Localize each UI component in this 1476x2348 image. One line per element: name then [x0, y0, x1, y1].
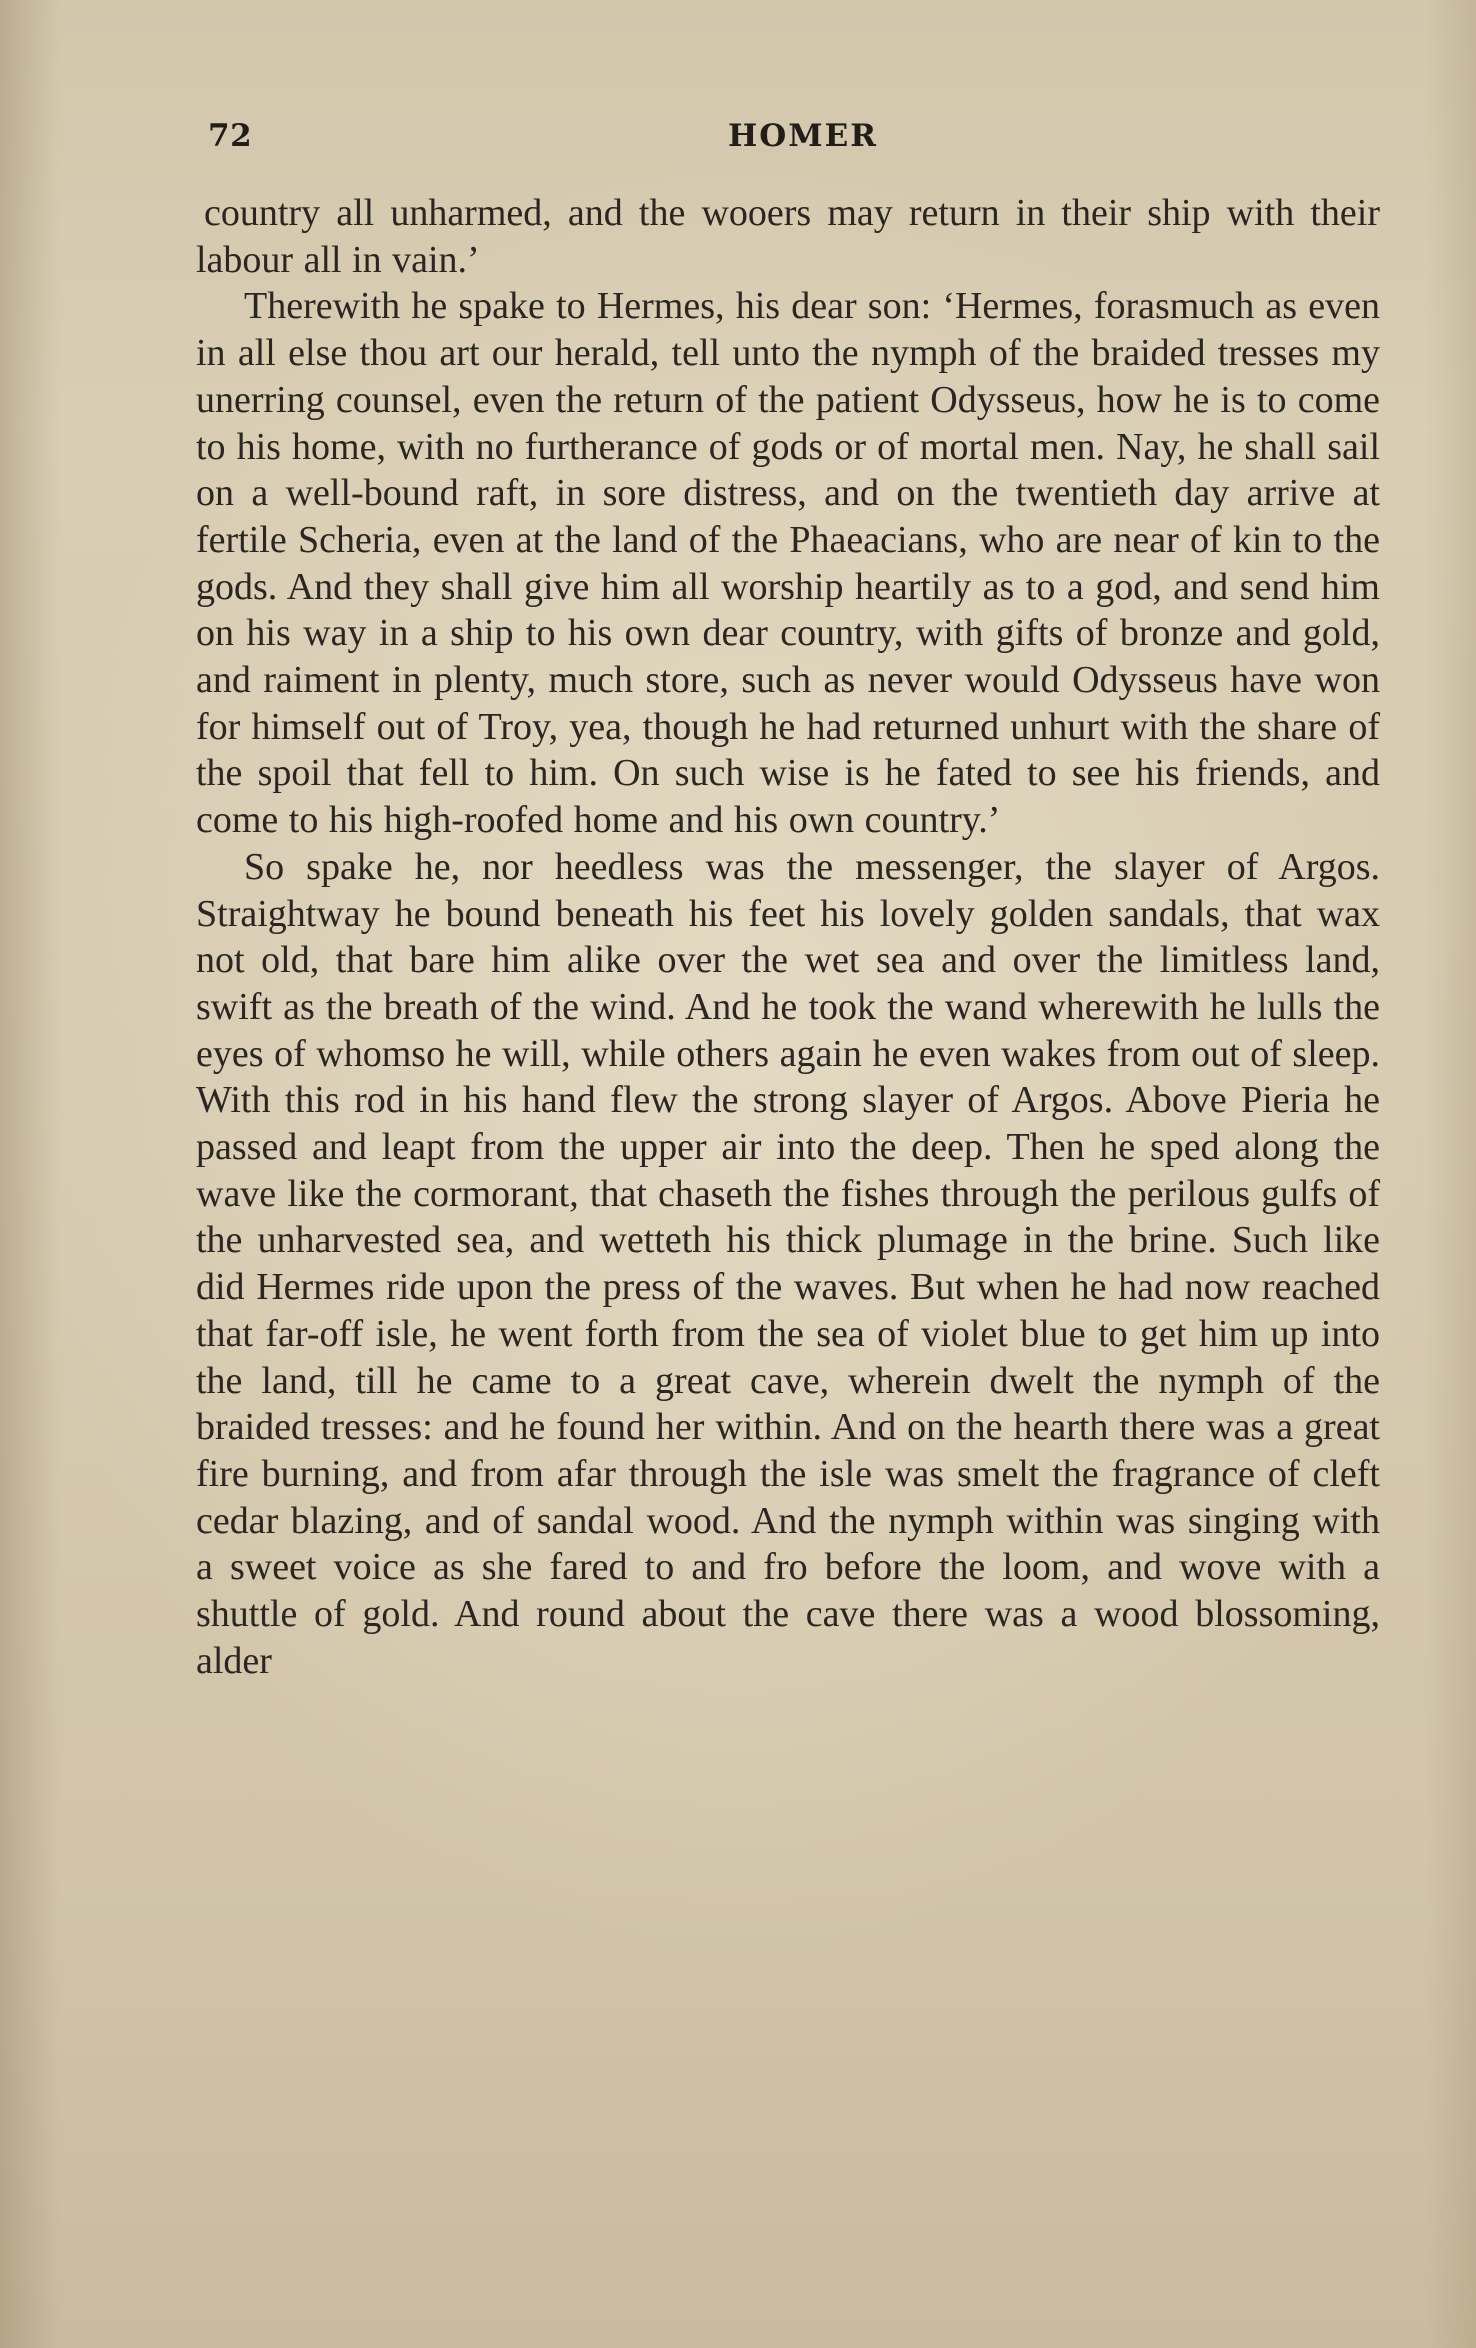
paragraph: Therewith he spake to Hermes, his dear son: ‘Hermes, forasmuch as even in all else thou art our herald, tell unto the nymph of the braided tresses my unerring counsel, even the return of the patient Odysseus, how he is to come to his home, with no furtherance of gods or of mortal men. Nay, he shall sail on a well-bound raft, in sore distress, and on the twentieth day arrive at fertile Scheria, even at the land of the Phaeacians, who are near of kin to the gods. And they shall give him all worship heartily as to a god, and send him on his way in a ship to his own dear country, with gifts of bronze and gold, and raiment in plenty, much store, such as never would Odysseus have won for himself out of Troy, yea, though he had returned unhurt with the share of the spoil that fell to him. On such wise is he fated to see his friends, and come to his high-roofed home and his own country.’: [196, 285, 1380, 842]
paragraph: So spake he, nor heedless was the messenger, the slayer of Argos. Straightway he bound beneath his feet his lovely golden sandals, that wax not old, that bare him alike over the wet sea and over the limitless land, swift as the breath of the wind. And he took the wand wherewith he lulls the eyes of whomso he will, while others again he even wakes from out of sleep. With this rod in his hand flew the strong slayer of Argos. Above Pieria he passed and leapt from the upper air into the deep. Then he sped along the wave like the cormorant, that chaseth the fishes through the perilous gulfs of the unharvested sea, and wetteth his thick plumage in the brine. Such like did Hermes ride upon the press of the waves. But when he had now reached that far-off isle, he went forth from the sea of violet blue to get him up into the land, till he came to a great cave, wherein dwelt the nymph of the braided tresses: and he found her within. And on the hearth there was a great fire burning, and from afar through the isle was smelt the fragrance of cleft cedar blazing, and of sandal wood. And the nymph within was singing with a sweet voice as she fared to and fro before the loom, and wove with a shuttle of gold. And round about the cave there was a wood blossoming, alder: [196, 845, 1380, 1682]
paragraph-continuation: country all unharmed, and the wooers may return in their ship with their labour all in vain.’: [196, 192, 1380, 281]
running-head: HOMER: [728, 118, 878, 154]
body-text: [196, 190, 1380, 1685]
page-number: 72: [208, 118, 253, 154]
page-header: [208, 118, 1378, 166]
